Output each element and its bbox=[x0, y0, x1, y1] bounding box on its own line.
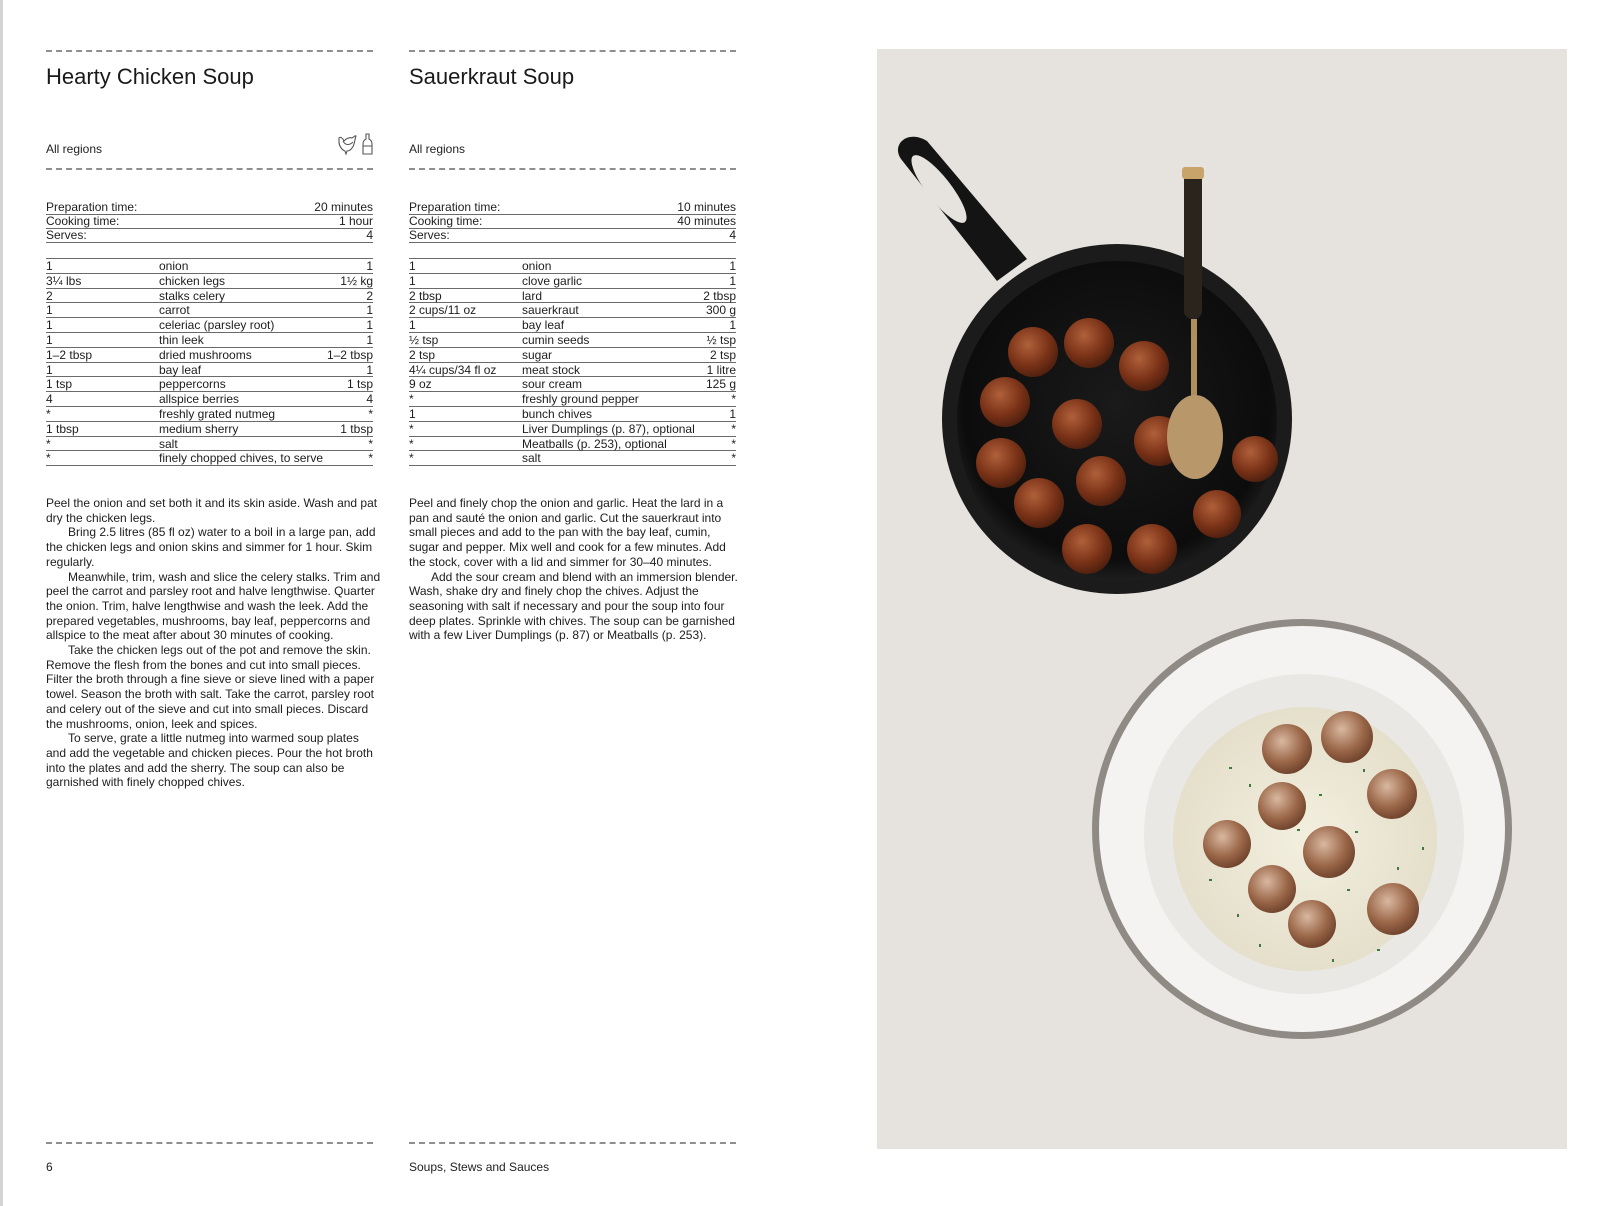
ingredient-qty-metric: * bbox=[368, 436, 373, 451]
ingredient-qty-imperial: 2 bbox=[46, 288, 53, 303]
ingredient-name: Meatballs (p. 253), optional bbox=[522, 436, 667, 451]
ingredient-qty-metric: 2 tbsp bbox=[703, 288, 736, 303]
ingredient-qty-imperial: 3¼ lbs bbox=[46, 273, 82, 288]
ingredient-row bbox=[409, 451, 736, 466]
ingredient-row bbox=[409, 437, 736, 452]
ingredient-name: thin leek bbox=[159, 332, 204, 347]
divider bbox=[46, 1142, 373, 1144]
ingredient-qty-metric: 1 bbox=[366, 303, 373, 318]
ingredient-row bbox=[46, 407, 373, 422]
ingredient-qty-imperial: * bbox=[409, 436, 414, 451]
ingredient-qty-imperial: 1 bbox=[409, 406, 416, 421]
method-paragraph: Add the sour cream and blend with an immersion blender. Wash, shake dry and finely chop the chives. Adjust the seasoning with salt if necessary and pour the soup into four deep plates. Sprinkle with chives. The soup can be garnished with a few Liver Dumplings (p. 87) or Meatballs (p. 253). bbox=[409, 569, 738, 643]
ingredient-qty-metric: 1 tsp bbox=[346, 377, 373, 392]
recipe-title: Sauerkraut Soup bbox=[409, 64, 575, 89]
ingredient-row bbox=[409, 303, 736, 318]
divider bbox=[409, 50, 736, 52]
cook-time-value: 40 minutes bbox=[677, 214, 736, 228]
ingredient-name: cumin seeds bbox=[522, 332, 590, 347]
method-paragraph: Bring 2.5 litres (85 fl oz) water to a boil in a large pan, add the chicken legs and onion skins and simmer for 1 hour. Skim regularly. bbox=[46, 525, 376, 569]
ingredient-qty-imperial: 1 bbox=[46, 332, 53, 347]
prep-time-value: 10 minutes bbox=[677, 200, 736, 214]
serves-row bbox=[409, 229, 736, 243]
cook-time-row bbox=[46, 215, 373, 229]
ingredient-qty-metric: 1½ kg bbox=[340, 273, 373, 288]
cook-time-row bbox=[409, 215, 736, 229]
method-paragraph: Take the chicken legs out of the pot and remove the skin. Remove the flesh from the bones and cut into small pieces. Filter the broth through a fine sieve or sieve lined with a paper towel. Season the broth with salt. Take the carrot, parsley root and celery out of the sieve and cut into small pieces. Discard the mushrooms, onion, leek and spices. bbox=[46, 643, 375, 731]
recipe-hearty-chicken-soup bbox=[46, 0, 381, 1206]
ingredient-qty-imperial: 1–2 tbsp bbox=[46, 347, 93, 362]
ingredient-name: salt bbox=[522, 451, 541, 466]
ingredient-qty-metric: 300 g bbox=[705, 303, 736, 318]
ingredient-qty-metric: 1 litre bbox=[706, 362, 736, 377]
recipe-region: All regions bbox=[409, 142, 466, 156]
ingredient-qty-imperial: 1 bbox=[409, 273, 416, 288]
method-paragraph: Peel the onion and set both it and its skin aside. Wash and pat dry the chicken legs. bbox=[46, 496, 378, 525]
ingredient-qty-imperial: 1 bbox=[46, 362, 53, 377]
ingredient-row bbox=[409, 348, 736, 363]
ingredient-name: sugar bbox=[522, 347, 553, 362]
ingredient-qty-imperial: 1 bbox=[46, 303, 53, 318]
ingredient-qty-metric: 1 bbox=[366, 259, 373, 273]
ingredient-qty-imperial: * bbox=[46, 406, 51, 421]
ingredient-name: salt bbox=[159, 436, 178, 451]
ingredient-qty-imperial: 1 tsp bbox=[46, 377, 73, 392]
ingredient-row bbox=[46, 348, 373, 363]
recipe-icons bbox=[337, 133, 373, 155]
ingredient-qty-metric: 2 tsp bbox=[709, 347, 736, 362]
ingredient-name: freshly ground pepper bbox=[522, 392, 639, 407]
serves-label: Serves: bbox=[46, 228, 87, 242]
ingredient-name: allspice berries bbox=[159, 392, 240, 407]
ingredient-list bbox=[46, 258, 373, 466]
method-paragraph: Peel and finely chop the onion and garlic. Heat the lard in a pan and sauté the onion and garlic. Cut the sauerkraut into small pieces and add to the pan with the bay leaf, cumin, sugar and pepper. Mix well and cook for a few minutes. Add the stock, cover with a lid and simmer for 30–40 minutes. bbox=[409, 496, 726, 569]
ingredient-qty-imperial: 2 tbsp bbox=[409, 288, 442, 303]
ingredient-row bbox=[46, 303, 373, 318]
prep-time-label: Preparation time: bbox=[46, 200, 138, 214]
ingredient-name: sour cream bbox=[522, 377, 583, 392]
ingredient-qty-imperial: * bbox=[409, 451, 414, 466]
ingredient-name: finely chopped chives, to serve bbox=[159, 451, 324, 466]
ingredient-name: onion bbox=[522, 259, 552, 273]
ingredient-row bbox=[409, 274, 736, 289]
serves-value: 4 bbox=[729, 228, 736, 242]
ingredient-qty-imperial: 9 oz bbox=[409, 377, 432, 392]
recipe-region: All regions bbox=[46, 142, 103, 156]
serves-value: 4 bbox=[366, 228, 373, 242]
ingredient-qty-imperial: * bbox=[46, 436, 51, 451]
ingredient-row bbox=[409, 422, 736, 437]
ingredient-qty-metric: 1 tbsp bbox=[340, 421, 373, 436]
ingredient-qty-imperial: 1 bbox=[409, 259, 416, 273]
ingredient-qty-metric: 1 bbox=[729, 273, 736, 288]
bottle-icon bbox=[362, 133, 373, 155]
food-photo-icon bbox=[877, 49, 1567, 1149]
ingredient-qty-imperial: ½ tsp bbox=[409, 332, 439, 347]
page-number: 6 bbox=[46, 1160, 53, 1174]
ingredient-name: clove garlic bbox=[522, 273, 583, 288]
recipe-meta bbox=[409, 201, 736, 243]
ingredient-qty-metric: 125 g bbox=[705, 377, 736, 392]
ingredient-name: onion bbox=[159, 259, 189, 273]
ingredient-list bbox=[409, 258, 736, 466]
ingredient-row bbox=[46, 363, 373, 378]
ingredient-name: medium sherry bbox=[159, 421, 239, 436]
method-paragraph: Meanwhile, trim, wash and slice the celery stalks. Trim and peel the carrot and parsley root and halve lengthwise. Quarter the onion. Trim, halve lengthwise and wash the leek. Add the prepared vegetables, mushrooms, bay leaf, peppercorns and allspice to the meat after about 30 minutes of cooking. bbox=[46, 569, 381, 643]
ingredient-qty-imperial: * bbox=[409, 421, 414, 436]
divider bbox=[46, 168, 373, 170]
ingredient-row bbox=[409, 407, 736, 422]
ingredient-name: carrot bbox=[159, 303, 190, 318]
ingredient-name: peppercorns bbox=[159, 377, 226, 392]
prep-time-label: Preparation time: bbox=[409, 200, 501, 214]
ingredient-name: sauerkraut bbox=[522, 303, 579, 318]
ingredient-row bbox=[46, 392, 373, 407]
cook-time-label: Cooking time: bbox=[46, 214, 120, 228]
divider bbox=[46, 50, 373, 52]
ingredient-qty-imperial: 1 bbox=[46, 318, 53, 333]
ingredient-qty-metric: * bbox=[731, 436, 736, 451]
ingredient-name: freshly grated nutmeg bbox=[159, 406, 276, 421]
ingredient-qty-metric: 4 bbox=[366, 392, 373, 407]
recipe-method bbox=[409, 496, 739, 643]
ingredient-qty-imperial: 2 tsp bbox=[409, 347, 436, 362]
ingredient-name: chicken legs bbox=[159, 273, 226, 288]
serves-label: Serves: bbox=[409, 228, 450, 242]
ingredient-qty-metric: * bbox=[368, 451, 373, 466]
ingredient-name: meat stock bbox=[522, 362, 581, 377]
ingredient-row bbox=[46, 437, 373, 452]
ingredient-qty-metric: * bbox=[731, 451, 736, 466]
ingredient-name: bay leaf bbox=[522, 318, 565, 333]
serves-row bbox=[46, 229, 373, 243]
ingredient-name: bay leaf bbox=[159, 362, 202, 377]
ingredient-qty-metric: 1 bbox=[729, 259, 736, 273]
recipe-sauerkraut-soup bbox=[409, 0, 736, 1206]
page-edge bbox=[0, 0, 3, 1206]
divider bbox=[409, 168, 736, 170]
ingredient-row bbox=[46, 274, 373, 289]
ingredient-qty-imperial: 4¼ cups/34 fl oz bbox=[409, 362, 497, 377]
ingredient-qty-imperial: 1 tbsp bbox=[46, 421, 79, 436]
ingredient-qty-imperial: * bbox=[46, 451, 51, 466]
ingredient-name: celeriac (parsley root) bbox=[159, 318, 275, 333]
ingredient-name: lard bbox=[522, 288, 543, 303]
ingredient-row bbox=[46, 422, 373, 437]
ingredient-qty-imperial: 2 cups/11 oz bbox=[409, 303, 477, 318]
ingredient-qty-metric: 1 bbox=[366, 362, 373, 377]
ingredient-qty-metric: 1 bbox=[366, 318, 373, 333]
ingredient-row bbox=[46, 377, 373, 392]
ingredient-row bbox=[46, 289, 373, 304]
ingredient-name: bunch chives bbox=[522, 406, 593, 421]
ingredient-row bbox=[46, 333, 373, 348]
prep-time-value: 20 minutes bbox=[314, 200, 373, 214]
method-paragraph: To serve, grate a little nutmeg into warmed soup plates and add the vegetable and chicken pieces. Pour the hot broth into the plates and add the sherry. The soup can also be garnished with finely chopped chives. bbox=[46, 731, 373, 790]
ingredient-qty-metric: * bbox=[731, 421, 736, 436]
ingredient-row bbox=[46, 259, 373, 274]
ingredient-name: dried mushrooms bbox=[159, 347, 252, 362]
ingredient-qty-imperial: 1 bbox=[46, 259, 53, 273]
recipe-method bbox=[46, 496, 381, 790]
cook-time-value: 1 hour bbox=[338, 214, 373, 228]
cook-time-label: Cooking time: bbox=[409, 214, 483, 228]
chicken-icon bbox=[337, 133, 357, 155]
chapter-title: Soups, Stews and Sauces bbox=[409, 1160, 550, 1174]
ingredient-row bbox=[46, 451, 373, 466]
ingredient-row bbox=[46, 318, 373, 333]
ingredient-row bbox=[409, 259, 736, 274]
ingredient-row bbox=[409, 333, 736, 348]
ingredient-qty-imperial: * bbox=[409, 392, 414, 407]
recipe-title: Hearty Chicken Soup bbox=[46, 64, 254, 89]
ingredient-qty-metric: ½ tsp bbox=[706, 332, 736, 347]
ingredient-row bbox=[409, 377, 736, 392]
ingredient-qty-metric: * bbox=[368, 406, 373, 421]
ingredient-qty-metric: 1–2 tbsp bbox=[326, 347, 373, 362]
ingredient-qty-imperial: 4 bbox=[46, 392, 53, 407]
ingredient-qty-metric: 1 bbox=[729, 318, 736, 333]
ingredient-qty-metric: 2 bbox=[366, 288, 373, 303]
ingredient-row bbox=[409, 363, 736, 378]
ingredient-qty-imperial: 1 bbox=[409, 318, 416, 333]
ingredient-row bbox=[409, 289, 736, 304]
ingredient-name: stalks celery bbox=[159, 288, 226, 303]
ingredient-row bbox=[409, 392, 736, 407]
ingredient-qty-metric: 1 bbox=[366, 332, 373, 347]
prep-time-row bbox=[46, 201, 373, 215]
ingredient-name: Liver Dumplings (p. 87), optional bbox=[522, 421, 695, 436]
ingredient-row bbox=[409, 318, 736, 333]
divider bbox=[409, 1142, 736, 1144]
prep-time-row bbox=[409, 201, 736, 215]
recipe-meta bbox=[46, 201, 373, 243]
food-photo bbox=[877, 49, 1567, 1149]
ingredient-qty-metric: 1 bbox=[729, 406, 736, 421]
ingredient-qty-metric: * bbox=[731, 392, 736, 407]
